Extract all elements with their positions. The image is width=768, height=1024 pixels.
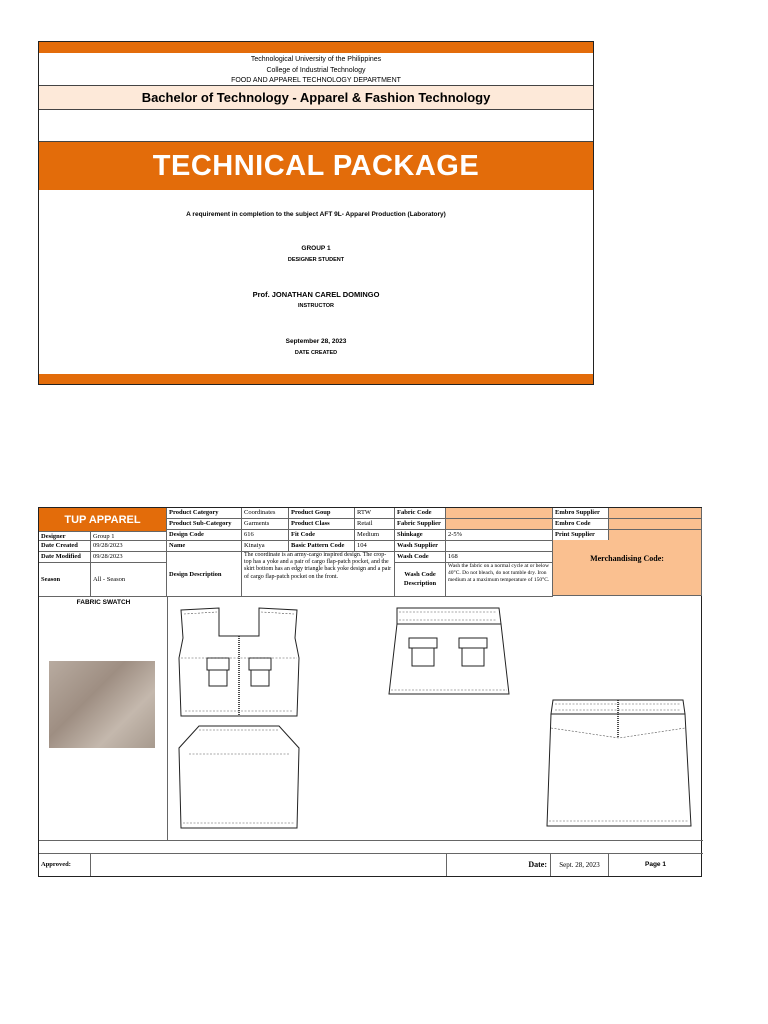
created-date: September 28, 2023 xyxy=(285,338,347,345)
college-name: College of Industrial Technology xyxy=(266,66,366,74)
cover-bottom-bar xyxy=(39,374,593,384)
value-wash-code: 168 xyxy=(446,552,553,563)
footer-date-label: Date: xyxy=(447,854,551,876)
approved-label: Approved: xyxy=(39,854,91,876)
cover-spacer xyxy=(39,110,593,142)
approved-field xyxy=(91,854,447,876)
label-product-group: Product Goup xyxy=(289,508,355,519)
value-wash-code-description: Wash the fabric on a normal cycle at or below 40°C. Do not bleach, do not tumble dry. Iron medium at a maximum temperature of 150°C. xyxy=(446,563,553,597)
instructor-name: Prof. JONATHAN CAREL DOMINGO xyxy=(252,290,380,299)
label-wash-code-description: Wash Code Description xyxy=(395,563,446,597)
skirt-front-sketch xyxy=(389,608,509,694)
label-wash-supplier: Wash Supplier xyxy=(395,541,446,552)
merchandising-code-label: Merchandising Code: xyxy=(590,554,664,563)
fabric-swatch-image xyxy=(49,661,155,748)
value-fabric-code xyxy=(446,508,553,519)
created-date-label: DATE CREATED xyxy=(294,350,338,356)
crop-top-front-sketch xyxy=(179,608,299,716)
value-fabric-supplier xyxy=(446,519,553,530)
label-product-sub-category: Product Sub-Category xyxy=(167,519,242,530)
department-name: FOOD AND APPAREL TECHNOLOGY DEPARTMENT xyxy=(231,77,401,84)
value-product-category: Coordinates xyxy=(242,508,289,519)
cover-header xyxy=(39,53,593,86)
label-design-code: Design Code xyxy=(167,530,242,541)
flat-sketches xyxy=(169,598,702,840)
skirt-back-sketch xyxy=(547,700,691,826)
footer-date-value: Sept. 28, 2023 xyxy=(551,854,609,876)
label-shrinkage: Shinkage xyxy=(395,530,446,541)
label-date-modified: Date Modified xyxy=(39,552,91,563)
label-print-supplier: Print Supplier xyxy=(553,530,609,541)
label-fabric-code: Fabric Code xyxy=(395,508,446,519)
instructor-role: INSTRUCTOR xyxy=(298,303,334,309)
label-name: Name xyxy=(167,541,242,552)
value-design-code: 616 xyxy=(242,530,289,541)
label-design-description: Design Description xyxy=(167,552,242,597)
value-embro-code xyxy=(609,519,702,530)
brand-name: TUP APPAREL xyxy=(39,508,167,532)
label-product-class: Product Class xyxy=(289,519,355,530)
value-shrinkage: 2-5% xyxy=(446,530,553,541)
value-season: All - Season xyxy=(91,563,167,597)
label-season: Season xyxy=(39,563,91,597)
page-number: Page 1 xyxy=(645,861,666,868)
value-product-group: RTW xyxy=(355,508,395,519)
label-embro-code: Embro Code xyxy=(553,519,609,530)
label-embro-supplier: Embro Supplier xyxy=(553,508,609,519)
value-embro-supplier xyxy=(609,508,702,519)
spec-sheet xyxy=(38,507,702,877)
group-name: GROUP 1 xyxy=(301,245,331,252)
label-wash-code: Wash Code xyxy=(395,552,446,563)
cover-page xyxy=(38,41,594,385)
document-title: TECHNICAL PACKAGE xyxy=(39,142,593,190)
value-product-class: Retail xyxy=(355,519,395,530)
crop-top-back-sketch xyxy=(179,726,299,828)
value-designer: Group 1 xyxy=(91,532,167,541)
value-basic-pattern-code: 104 xyxy=(355,541,395,552)
merchandising-code xyxy=(553,540,702,596)
value-design-description: The coordinate is an army-cargo inspired design. The crop-top has a yoke and a pair of cargo flap-patch pocket, and the skirt bottom has an edgy triangle back yoke design and a pair of cargo flap-patch pocket on the front. xyxy=(242,552,395,597)
label-product-category: Product Category xyxy=(167,508,242,519)
value-fit-code: Medium xyxy=(355,530,395,541)
cover-top-bar xyxy=(39,42,593,53)
value-product-sub-category: Garments xyxy=(242,519,289,530)
label-designer: Designer xyxy=(39,532,91,541)
value-date-modified: 09/28/2023 xyxy=(91,552,167,563)
label-basic-pattern-code: Basic Pattern Code xyxy=(289,541,355,552)
label-date-created: Date Created xyxy=(39,541,91,552)
value-name: Kinaiya xyxy=(242,541,289,552)
university-name: Technological University of the Philippines xyxy=(250,56,382,63)
value-wash-supplier xyxy=(446,541,553,552)
degree-title: Bachelor of Technology - Apparel & Fashion Technology xyxy=(39,86,593,110)
label-fit-code: Fit Code xyxy=(289,530,355,541)
footer-spacer-row xyxy=(39,841,703,854)
label-fabric-supplier: Fabric Supplier xyxy=(395,519,446,530)
value-date-created: 09/28/2023 xyxy=(91,541,167,552)
fabric-swatch-label: FABRIC SWATCH xyxy=(76,599,131,606)
requirement-text: A requirement in completion to the subject AFT 9L- Apparel Production (Laboratory) xyxy=(186,211,446,218)
group-role: DESIGNER STUDENT xyxy=(287,257,345,263)
